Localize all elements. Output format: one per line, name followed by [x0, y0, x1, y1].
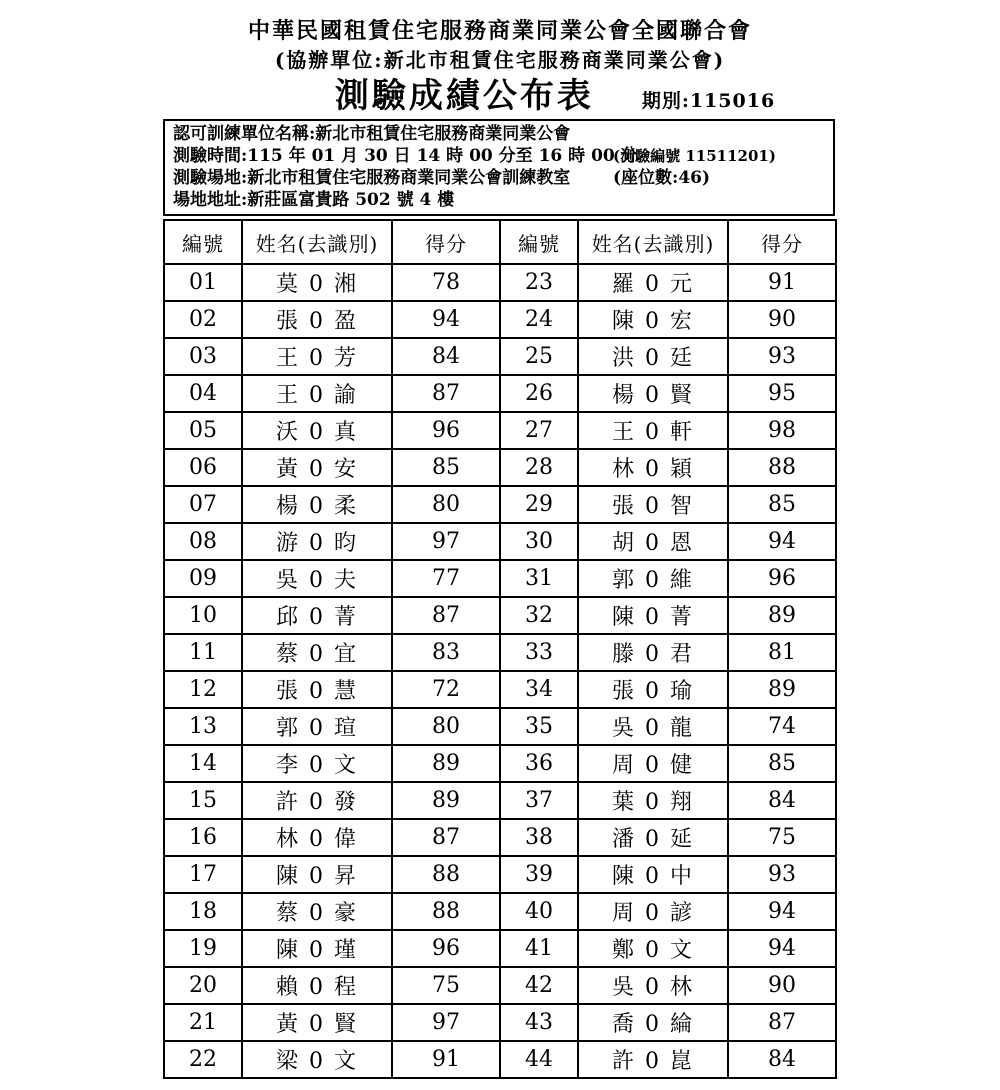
score: 94 [728, 893, 836, 930]
header-seat-number: 編號 [500, 220, 578, 264]
seat-number: 04 [164, 375, 242, 412]
candidate-name: 陳 0 菁 [578, 597, 728, 634]
seat-number: 05 [164, 412, 242, 449]
header-candidate-name: 姓名(去識別) [578, 220, 728, 264]
table-row [164, 338, 836, 375]
table-row [164, 893, 836, 930]
seat-count-note: (座位數:46) [613, 168, 711, 188]
score: 94 [728, 523, 836, 560]
exam-venue-line [173, 167, 825, 189]
exam-venue-text: 測驗場地:新北市租賃住宅服務商業同業公會訓練教室 [173, 168, 571, 188]
seat-number: 23 [500, 264, 578, 301]
document-title: 測驗成績公布表 [334, 76, 594, 116]
candidate-name: 莫 0 湘 [242, 264, 392, 301]
seat-number: 34 [500, 671, 578, 708]
score: 84 [392, 338, 500, 375]
header-score: 得分 [728, 220, 836, 264]
candidate-name: 郭 0 瑄 [242, 708, 392, 745]
seat-number: 40 [500, 893, 578, 930]
seat-number: 24 [500, 301, 578, 338]
document-header [0, 16, 1000, 115]
seat-number: 13 [164, 708, 242, 745]
score: 96 [728, 560, 836, 597]
seat-number: 36 [500, 745, 578, 782]
table-row [164, 1004, 836, 1041]
score: 75 [728, 819, 836, 856]
candidate-name: 林 0 穎 [578, 449, 728, 486]
seat-number: 39 [500, 856, 578, 893]
candidate-name: 滕 0 君 [578, 634, 728, 671]
seat-number: 28 [500, 449, 578, 486]
candidate-name: 陳 0 宏 [578, 301, 728, 338]
candidate-name: 陳 0 瑾 [242, 930, 392, 967]
score: 91 [728, 264, 836, 301]
table-row [164, 597, 836, 634]
candidate-name: 陳 0 中 [578, 856, 728, 893]
seat-number: 08 [164, 523, 242, 560]
candidate-name: 喬 0 綸 [578, 1004, 728, 1041]
candidate-name: 張 0 智 [578, 486, 728, 523]
score: 84 [728, 1041, 836, 1078]
candidate-name: 林 0 偉 [242, 819, 392, 856]
score: 94 [392, 301, 500, 338]
score-table-header [164, 220, 836, 264]
seat-number: 41 [500, 930, 578, 967]
table-row [164, 671, 836, 708]
seat-number: 32 [500, 597, 578, 634]
table-row [164, 819, 836, 856]
training-unit-line [173, 123, 825, 145]
score-table [163, 219, 837, 1079]
score: 84 [728, 782, 836, 819]
seat-number: 35 [500, 708, 578, 745]
table-row [164, 412, 836, 449]
score: 80 [392, 708, 500, 745]
exam-time-line [173, 145, 825, 167]
seat-number: 07 [164, 486, 242, 523]
seat-number: 11 [164, 634, 242, 671]
score: 94 [728, 930, 836, 967]
candidate-name: 楊 0 柔 [242, 486, 392, 523]
header-row [164, 220, 836, 264]
candidate-name: 羅 0 元 [578, 264, 728, 301]
candidate-name: 潘 0 延 [578, 819, 728, 856]
table-row [164, 967, 836, 1004]
score: 78 [392, 264, 500, 301]
candidate-name: 楊 0 賢 [578, 375, 728, 412]
score: 88 [728, 449, 836, 486]
venue-address-line [173, 189, 825, 211]
header-candidate-name: 姓名(去識別) [242, 220, 392, 264]
seat-number: 17 [164, 856, 242, 893]
table-row [164, 634, 836, 671]
table-row [164, 375, 836, 412]
title-row [55, 77, 1000, 115]
score: 87 [392, 375, 500, 412]
score: 88 [392, 893, 500, 930]
seat-number: 15 [164, 782, 242, 819]
seat-number: 43 [500, 1004, 578, 1041]
score: 89 [728, 597, 836, 634]
table-row [164, 523, 836, 560]
seat-number: 18 [164, 893, 242, 930]
score: 80 [392, 486, 500, 523]
score: 85 [728, 486, 836, 523]
seat-number: 30 [500, 523, 578, 560]
candidate-name: 周 0 諺 [578, 893, 728, 930]
score: 95 [728, 375, 836, 412]
table-row [164, 782, 836, 819]
score: 88 [392, 856, 500, 893]
score: 83 [392, 634, 500, 671]
exam-info-box [163, 119, 835, 216]
candidate-name: 許 0 崑 [578, 1041, 728, 1078]
seat-number: 02 [164, 301, 242, 338]
candidate-name: 蔡 0 豪 [242, 893, 392, 930]
candidate-name: 蔡 0 宜 [242, 634, 392, 671]
score-table-body [164, 264, 836, 1078]
candidate-name: 吳 0 夫 [242, 560, 392, 597]
seat-number: 27 [500, 412, 578, 449]
period-label: 期別:115016 [641, 90, 776, 112]
table-row [164, 301, 836, 338]
seat-number: 12 [164, 671, 242, 708]
score: 85 [728, 745, 836, 782]
score: 87 [392, 819, 500, 856]
candidate-name: 梁 0 文 [242, 1041, 392, 1078]
candidate-name: 沃 0 真 [242, 412, 392, 449]
candidate-name: 許 0 發 [242, 782, 392, 819]
candidate-name: 王 0 軒 [578, 412, 728, 449]
table-row [164, 560, 836, 597]
candidate-name: 張 0 慧 [242, 671, 392, 708]
seat-number: 01 [164, 264, 242, 301]
seat-number: 26 [500, 375, 578, 412]
seat-number: 25 [500, 338, 578, 375]
score: 90 [728, 967, 836, 1004]
seat-number: 06 [164, 449, 242, 486]
score: 87 [392, 597, 500, 634]
score: 90 [728, 301, 836, 338]
seat-number: 09 [164, 560, 242, 597]
seat-number: 31 [500, 560, 578, 597]
candidate-name: 吳 0 龍 [578, 708, 728, 745]
score: 97 [392, 523, 500, 560]
score: 97 [392, 1004, 500, 1041]
table-row [164, 486, 836, 523]
candidate-name: 胡 0 恩 [578, 523, 728, 560]
candidate-name: 王 0 芳 [242, 338, 392, 375]
candidate-name: 賴 0 程 [242, 967, 392, 1004]
candidate-name: 陳 0 昇 [242, 856, 392, 893]
table-row [164, 856, 836, 893]
table-row [164, 708, 836, 745]
candidate-name: 鄭 0 文 [578, 930, 728, 967]
exam-number-note: (測驗編號 11511201) [613, 147, 776, 165]
seat-number: 33 [500, 634, 578, 671]
co-organizer-line: (協辦單位:新北市租賃住宅服務商業同業公會) [274, 48, 726, 72]
organization-title: 中華民國租賃住宅服務商業同業公會全國聯合會 [247, 18, 752, 44]
score: 89 [392, 745, 500, 782]
exam-time-text: 測驗時間:115 年 01 月 30 日 14 時 00 分至 16 時 00 分 [173, 146, 638, 166]
seat-number: 22 [164, 1041, 242, 1078]
score: 96 [392, 412, 500, 449]
candidate-name: 游 0 昀 [242, 523, 392, 560]
score: 75 [392, 967, 500, 1004]
seat-number: 16 [164, 819, 242, 856]
candidate-name: 張 0 瑜 [578, 671, 728, 708]
score: 85 [392, 449, 500, 486]
candidate-name: 洪 0 廷 [578, 338, 728, 375]
score: 77 [392, 560, 500, 597]
seat-number: 03 [164, 338, 242, 375]
venue-address-text: 場地地址:新莊區富貴路 502 號 4 樓 [173, 190, 455, 210]
seat-number: 10 [164, 597, 242, 634]
candidate-name: 吳 0 林 [578, 967, 728, 1004]
seat-number: 29 [500, 486, 578, 523]
score: 89 [728, 671, 836, 708]
seat-number: 19 [164, 930, 242, 967]
score: 74 [728, 708, 836, 745]
seat-number: 20 [164, 967, 242, 1004]
training-unit-text: 認可訓練單位名稱:新北市租賃住宅服務商業同業公會 [173, 124, 571, 144]
score: 87 [728, 1004, 836, 1041]
candidate-name: 葉 0 翔 [578, 782, 728, 819]
score: 89 [392, 782, 500, 819]
score: 98 [728, 412, 836, 449]
candidate-name: 郭 0 維 [578, 560, 728, 597]
score: 93 [728, 856, 836, 893]
score: 91 [392, 1041, 500, 1078]
score: 72 [392, 671, 500, 708]
score: 93 [728, 338, 836, 375]
table-row [164, 745, 836, 782]
seat-number: 37 [500, 782, 578, 819]
table-row [164, 449, 836, 486]
candidate-name: 邱 0 菁 [242, 597, 392, 634]
seat-number: 38 [500, 819, 578, 856]
candidate-name: 黃 0 賢 [242, 1004, 392, 1041]
seat-number: 14 [164, 745, 242, 782]
header-seat-number: 編號 [164, 220, 242, 264]
candidate-name: 黃 0 安 [242, 449, 392, 486]
candidate-name: 張 0 盈 [242, 301, 392, 338]
seat-number: 44 [500, 1041, 578, 1078]
table-row [164, 264, 836, 301]
header-score: 得分 [392, 220, 500, 264]
seat-number: 42 [500, 967, 578, 1004]
candidate-name: 周 0 健 [578, 745, 728, 782]
table-row [164, 930, 836, 967]
seat-number: 21 [164, 1004, 242, 1041]
candidate-name: 王 0 諭 [242, 375, 392, 412]
score: 81 [728, 634, 836, 671]
score: 96 [392, 930, 500, 967]
table-row [164, 1041, 836, 1078]
candidate-name: 李 0 文 [242, 745, 392, 782]
